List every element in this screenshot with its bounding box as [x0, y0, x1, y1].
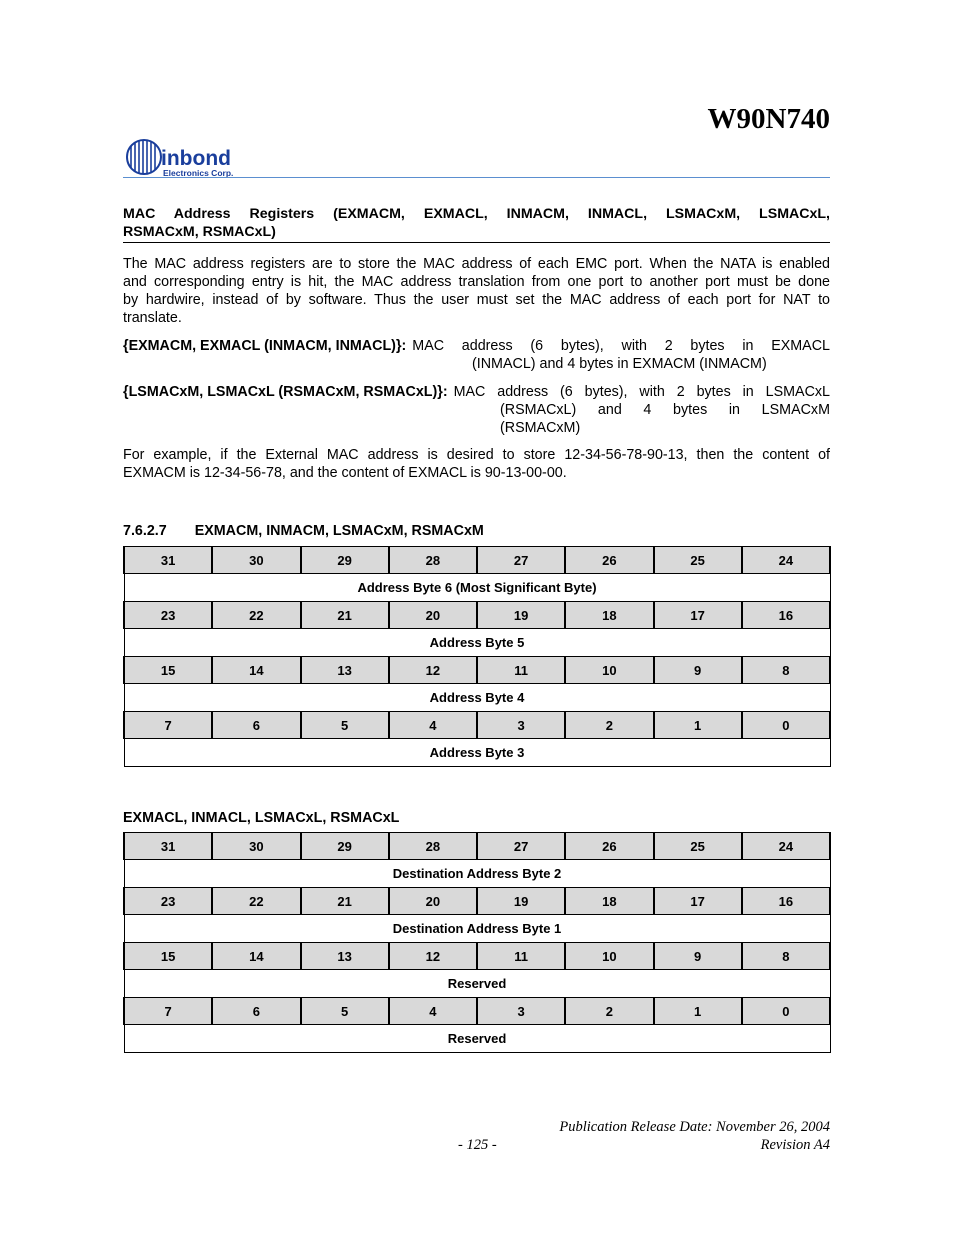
example-line: For example, if the External MAC address is desired to store 12-34-56-78-90-13, then the content of: [123, 447, 830, 463]
bit-number-cell: 17: [654, 602, 742, 629]
bit-number-cell: 18: [565, 602, 653, 629]
bit-number-cell: 23: [124, 602, 212, 629]
bit-number-cell: 29: [301, 547, 389, 574]
bit-number-cell: 16: [742, 602, 830, 629]
bit-number-cell: 3: [477, 998, 565, 1025]
bit-number-cell: 15: [124, 657, 212, 684]
footer-release-date: Publication Release Date: November 26, 2004: [559, 1119, 830, 1135]
bit-number-cell: 25: [654, 547, 742, 574]
bit-number-cell: 2: [565, 998, 653, 1025]
intro-line: and corresponding entry is hit, the MAC address translation from one port to another port must be done: [123, 274, 830, 290]
field-row: [124, 574, 830, 602]
field-name-cell: Address Byte 4: [124, 684, 830, 712]
example-line: EXMACM is 12-34-56-78, and the content of EXMACL is 90-13-00-00.: [123, 465, 567, 481]
field-row: [124, 684, 830, 712]
bit-number-cell: 24: [742, 833, 830, 860]
bit-number-row: [124, 712, 830, 739]
bit-number-cell: 8: [742, 657, 830, 684]
bit-number-cell: 1: [654, 998, 742, 1025]
logo-wordmark: inbond: [161, 147, 231, 170]
bit-number-cell: 7: [124, 712, 212, 739]
register-table-2: [123, 832, 831, 1053]
bit-number-cell: 1: [654, 712, 742, 739]
definition-exmac: [123, 337, 830, 373]
bit-number-cell: 4: [389, 712, 477, 739]
section-title: [123, 205, 830, 241]
field-name-cell: Destination Address Byte 2: [124, 860, 830, 888]
bit-number-cell: 26: [565, 547, 653, 574]
bit-number-cell: 13: [301, 943, 389, 970]
bit-number-cell: 31: [124, 833, 212, 860]
field-name-cell: Reserved: [124, 970, 830, 998]
field-row: [124, 739, 830, 767]
intro-paragraph: [123, 255, 830, 327]
table1-heading-text: EXMACM, INMACM, LSMACxM, RSMACxM: [194, 523, 484, 539]
bit-number-cell: 11: [477, 943, 565, 970]
bit-number-cell: 19: [477, 888, 565, 915]
table1-heading-number: 7.6.2.7: [123, 523, 167, 539]
bit-number-cell: 23: [124, 888, 212, 915]
example-paragraph: [123, 446, 830, 482]
field-name-cell: Address Byte 3: [124, 739, 830, 767]
bit-number-cell: 0: [742, 998, 830, 1025]
definition-term: {LSMACxM, LSMACxL (RSMACxM, RSMACxL)}:: [123, 384, 448, 400]
definition-text: MAC address (6 bytes), with 2 bytes in LSMACxL: [453, 384, 830, 400]
logo-subtext: Electronics Corp.: [163, 168, 234, 178]
bit-number-cell: 6: [212, 998, 300, 1025]
field-row: [124, 629, 830, 657]
bit-number-cell: 26: [565, 833, 653, 860]
bit-number-cell: 8: [742, 943, 830, 970]
bit-number-cell: 14: [212, 657, 300, 684]
bit-number-cell: 29: [301, 833, 389, 860]
section-title-line1: MAC Address Registers (EXMACM, EXMACL, INMACM, INMACL, LSMACxM, LSMACxL,: [123, 206, 830, 222]
bit-number-cell: 21: [301, 602, 389, 629]
bit-number-cell: 13: [301, 657, 389, 684]
bit-number-cell: 10: [565, 943, 653, 970]
intro-line: The MAC address registers are to store the MAC address of each EMC port. When the NATA is enabled: [123, 256, 830, 272]
bit-number-cell: 10: [565, 657, 653, 684]
bit-number-cell: 22: [212, 602, 300, 629]
bit-number-row: [124, 943, 830, 970]
bit-number-cell: 3: [477, 712, 565, 739]
bit-number-cell: 28: [389, 547, 477, 574]
bit-number-cell: 21: [301, 888, 389, 915]
bit-number-row: [124, 547, 830, 574]
bit-number-cell: 20: [389, 888, 477, 915]
part-number: W90N740: [707, 103, 830, 135]
bit-number-cell: 0: [742, 712, 830, 739]
bit-number-cell: 18: [565, 888, 653, 915]
field-row: [124, 1025, 830, 1053]
bit-number-cell: 20: [389, 602, 477, 629]
footer-page-number: - 125 -: [458, 1137, 497, 1153]
header-rule: [123, 177, 830, 178]
bit-number-cell: 9: [654, 657, 742, 684]
table2-heading: EXMACL, INMACL, LSMACxL, RSMACxL: [123, 810, 400, 826]
bit-number-cell: 6: [212, 712, 300, 739]
bit-number-cell: 12: [389, 943, 477, 970]
bit-number-cell: 19: [477, 602, 565, 629]
bit-number-row: [124, 657, 830, 684]
title-rule: [123, 242, 830, 243]
bit-number-cell: 15: [124, 943, 212, 970]
field-name-cell: Address Byte 5: [124, 629, 830, 657]
bit-number-cell: 30: [212, 833, 300, 860]
footer-revision: Revision A4: [760, 1137, 830, 1153]
bit-number-row: [124, 833, 830, 860]
table1-heading: [123, 523, 484, 539]
intro-line: translate.: [123, 310, 182, 326]
definition-term: {EXMACM, EXMACL (INMACM, INMACL)}:: [123, 338, 407, 354]
bit-number-cell: 30: [212, 547, 300, 574]
bit-number-cell: 28: [389, 833, 477, 860]
definition-text: (INMACL) and 4 bytes in EXMACM (INMACM): [472, 356, 767, 372]
bit-number-cell: 25: [654, 833, 742, 860]
field-name-cell: Reserved: [124, 1025, 830, 1053]
bit-number-cell: 2: [565, 712, 653, 739]
globe-logo-icon: [125, 138, 325, 180]
bit-number-cell: 17: [654, 888, 742, 915]
bit-number-cell: 12: [389, 657, 477, 684]
bit-number-cell: 4: [389, 998, 477, 1025]
bit-number-cell: 5: [301, 998, 389, 1025]
register-table-1: [123, 546, 831, 767]
bit-number-row: [124, 998, 830, 1025]
bit-number-cell: 9: [654, 943, 742, 970]
field-row: [124, 860, 830, 888]
section-title-line2: RSMACxM, RSMACxL): [123, 224, 276, 240]
field-row: [124, 970, 830, 998]
bit-number-row: [124, 888, 830, 915]
field-name-cell: Destination Address Byte 1: [124, 915, 830, 943]
bit-number-cell: 5: [301, 712, 389, 739]
bit-number-cell: 11: [477, 657, 565, 684]
bit-number-cell: 27: [477, 833, 565, 860]
field-row: [124, 915, 830, 943]
bit-number-cell: 31: [124, 547, 212, 574]
bit-number-cell: 7: [124, 998, 212, 1025]
field-name-cell: Address Byte 6 (Most Significant Byte): [124, 574, 830, 602]
bit-number-cell: 27: [477, 547, 565, 574]
bit-number-row: [124, 602, 830, 629]
bit-number-cell: 14: [212, 943, 300, 970]
definition-text: (RSMACxL) and 4 bytes in LSMACxM: [500, 402, 830, 418]
intro-line: by hardwire, instead of by software. Thus the user must set the MAC address of each port for NAT to: [123, 292, 830, 308]
bit-number-cell: 22: [212, 888, 300, 915]
bit-number-cell: 24: [742, 547, 830, 574]
definition-lsmac: [123, 383, 830, 437]
definition-text: (RSMACxM): [500, 420, 581, 436]
bit-number-cell: 16: [742, 888, 830, 915]
winbond-logo: [125, 138, 325, 180]
definition-text: MAC address (6 bytes), with 2 bytes in EXMACL: [412, 338, 830, 354]
